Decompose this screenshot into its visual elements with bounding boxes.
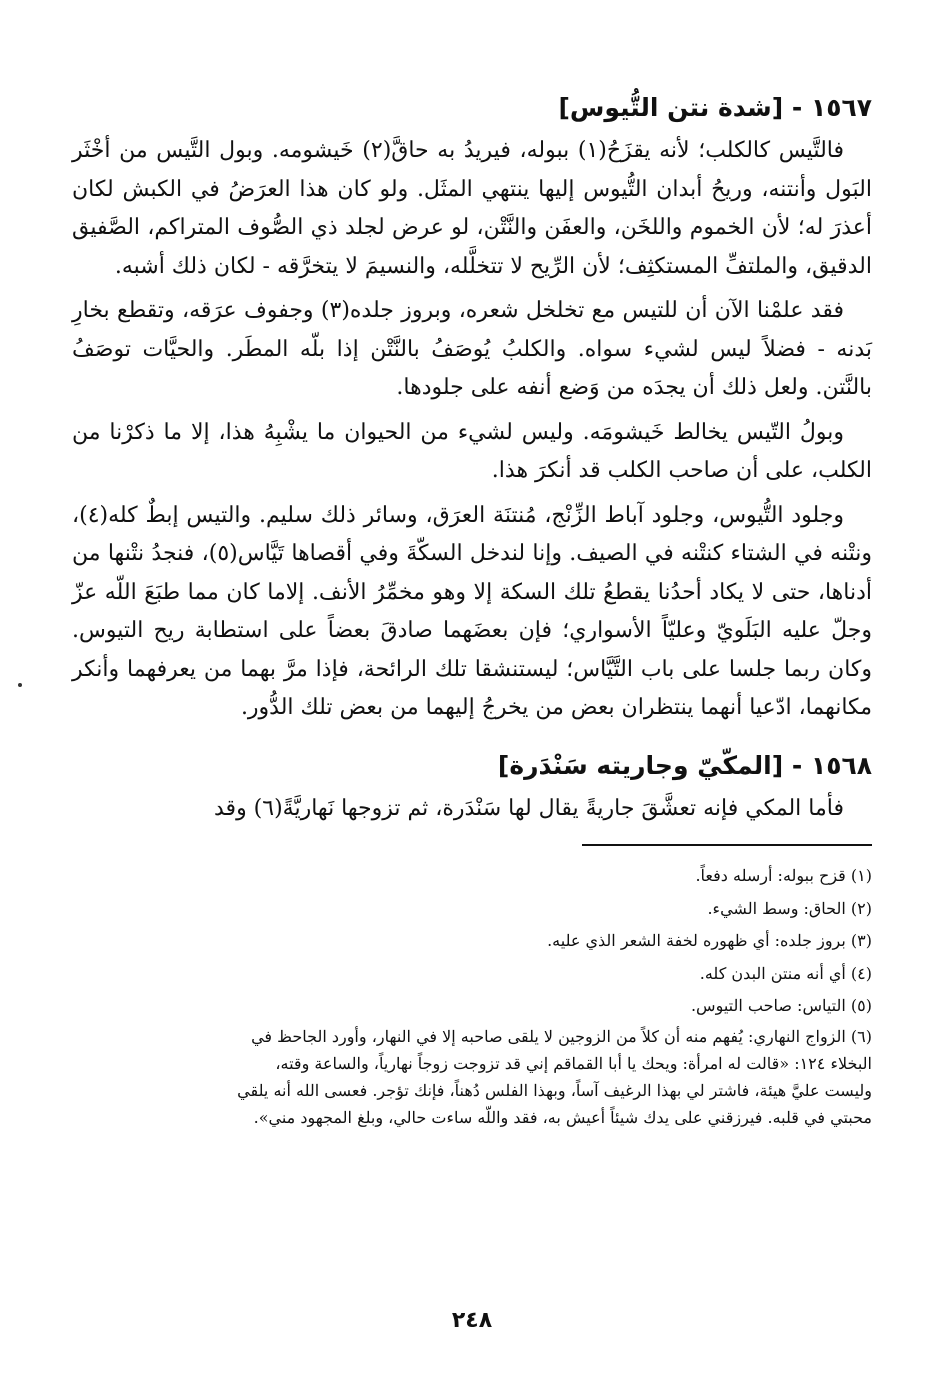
- margin-speck: [18, 683, 22, 687]
- footnote-6-line: وليست عليَّ هيئة، فاشتر لي بهذا الرغيف آساً، وبهذا الفلس دُهناً، فإنك تؤجر. فعسى الله أنه يلقي: [237, 1080, 872, 1100]
- footnote-2: (٢) الحاق: وسط الشيء.: [707, 898, 872, 918]
- footnote-1: (١) قزح ببوله: أرسله دفعاً.: [695, 866, 872, 885]
- footnote-5: (٥) التياس: صاحب التيوس.: [690, 996, 872, 1015]
- paragraph-5: فأما المكي فإنه تعشَّقَ جاريةً يقال لها سَنْدَرة، ثم تزوجها نَهاريَّةً(٦) وقد: [214, 795, 844, 821]
- footnote-6-line: البخلاء ١٢٤: «قالت له امرأة: ويحك يا أبا القماقم إني قد تزوجت زوجاً نهارياً، والساعة وقته،: [275, 1053, 872, 1073]
- footnote-6-line: (٦) الزواج النهاري: يُفهم منه أن كلاً من الزوجين لا يلقى صاحبه إلا في النهار، وأورد الجاحظ في: [251, 1026, 872, 1046]
- section-heading-1567: ١٥٦٧ - [شدة نتن التُّيوس]: [558, 93, 872, 122]
- paragraph-2: فقد علمْنا الآن أن للتيس مع تخلخل شعره، وبروز جلده(٣) وجفوف عرَقه، وتقطع بخارِ بَدنه - فضلاً ليس لشيء سواه. والكلبُ يُوصَفُ بالنَّتْن إذا بلّه المطَر. والحيَّات توصَفُ بالنَّتن. ولعل ذلك أن يجدَه من وَضع أنفه على جلودها.: [72, 298, 872, 400]
- footnote-6-line: محبتي في قلبه. فيرزقني على يدك شيئاً أعيش به، فقد واللّه ساءت حالي، وبلغ المجهود مني».: [253, 1107, 872, 1127]
- paragraph-3: وبولُ التّيس يخالط خَيشومَه. وليس لشيء من الحيوان ما يشْبِهُ هذا، إلا ما ذكرْنا من الكلب، على أن صاحب الكلب قد أنكرَ هذا.: [72, 419, 872, 483]
- paragraph-1: فالتَّيس كالكلب؛ لأنه يقزَحُ(١) ببوله، فيريدُ به حاقَّ(٢) خَيشومه. وبول التَّيس من أخْثَر البَول وأنتنه، وريحُ أبدان التُّيوس إليها ينتهي المثَل. ولو كان هذا العرَضُ في الكبش لكان أعذرَ له؛ لأن الخموم واللخَن، والعفَن والنَّتْن، لو عرض لجلد ذي الصُّوف المتراكم، الصَّفيق الدقيق، والملتفِّ المستكثِف؛ لأن الرِّيح لا تتخلَّله، والنسيمَ لا يتخرَّقه - لكان ذلك أشبه.: [72, 138, 872, 279]
- paragraph-4: وجلود التُّيوس، وجلود آباط الزِّنْج، مُنتنَة العرَق، وسائر ذلك سليم. والتيس إبطٌ كله(٤)، ونتْنه في الشتاء كنتْنه في الصيف. وإنا لندخل السكّةَ وفي أقصاها تَيَّاس(٥)، فنجدُ نتْنها من أدناها، حتى لا يكاد أحدُنا يقطعُ تلك السكة إلا وهو مخمِّرُ الأنف. إلاما كان مما طبَعَ اللّه عزّ وجلّ عليه البَلَويّ وعليّاً الأسواري؛ فإن بعضَهما صادقَ بعضاً على استطابة ريح التيوس. وكان ربما جلسا على باب التَّيَّاس؛ ليستنشقا تلك الرائحة، فإذا مرَّ بهما من يعرفهما وأنكر مكانهما، ادّعيا أنهما ينتظران بعض من يخرجُ إليهما من بعض تلك الدُّور.: [72, 502, 872, 720]
- footnote-6: [72, 1023, 872, 1131]
- footnote-4: (٤) أي أنه منتن البدن كله.: [699, 963, 872, 983]
- footnotes: [72, 860, 872, 1131]
- footnote-divider: [582, 844, 872, 846]
- section-heading-1568: ١٥٦٨ - [المكّيّ وجاريته سَنْدَرة]: [497, 750, 872, 780]
- footnote-3: (٣) بروز جلده: أي ظهوره لخفة الشعر الذي عليه.: [547, 931, 872, 950]
- page-number: ٢٤٨: [451, 1308, 493, 1333]
